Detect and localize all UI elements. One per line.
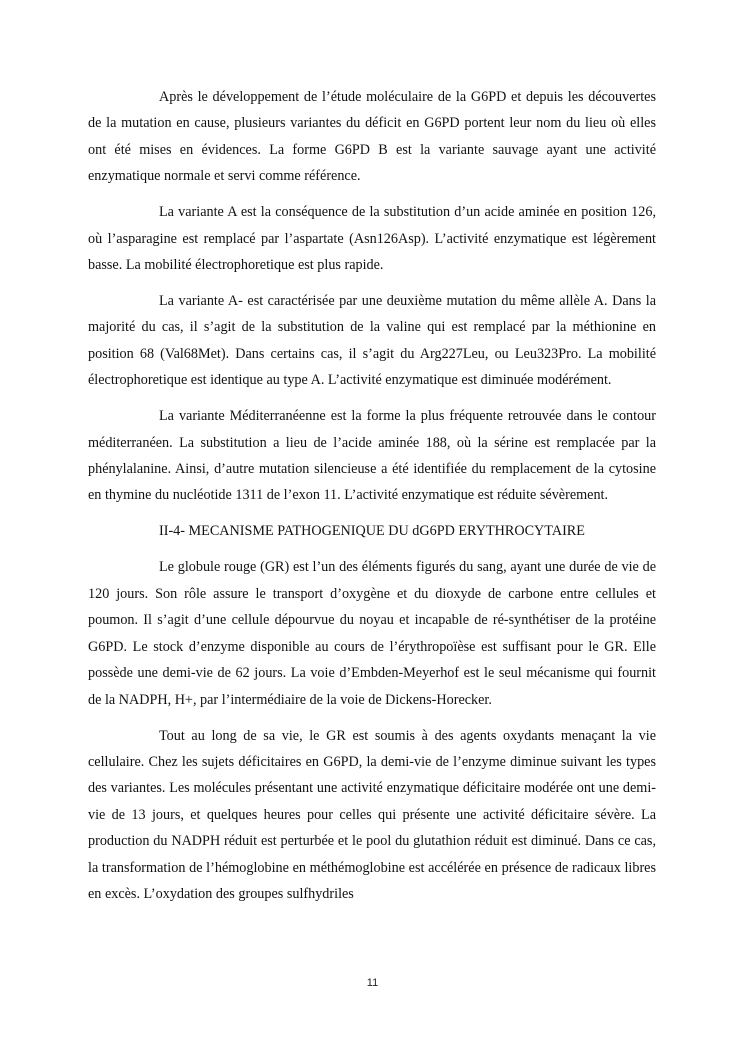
- paragraph-g6pd-variants-intro: Après le développement de l’étude moléculaire de la G6PD et depuis les découvertes de la mutation en cause, plusieurs variantes du déficit en G6PD portent leur nom du lieu où elles ont été mises en évidences. La forme G6PD B est la variante sauvage ayant une activité enzymatique normale et servi comme référence.: [88, 89, 656, 185]
- paragraph-red-blood-cell: Le globule rouge (GR) est l’un des éléments figurés du sang, ayant une durée de vie de 120 jours. Son rôle assure le transport d’oxygène et du dioxyde de carbone entre cellules et poumon. Il s’agit d’une cellule dépourvue du noyau et incapable de ré-synthétiser de la protéine G6PD. Le stock d’enzyme disponible au cours de l’érythropoïèse est suffisant pour le GR. Elle possède une demi-vie de 62 jours. La voie d’Embden-Meyerhof est le seul mécanisme qui fournit de la NADPH, H+, par l’intermédiaire de la voie de Dickens-Horecker.: [88, 559, 656, 708]
- paragraph-variant-a: La variante A est la conséquence de la substitution d’un acide aminée en position 126, où l’asparagine est remplacé par l’aspartate (Asn126Asp). L’activité enzymatique est légèrement basse. La mobilité électrophoretique est plus rapide.: [88, 204, 656, 274]
- paragraph-variant-mediterranean: La variante Méditerranéenne est la forme la plus fréquente retrouvée dans le contour méditerranéen. La substitution a lieu de l’acide aminée 188, où la sérine est remplacée par la phénylalanine. Ainsi, d’autre mutation silencieuse a été identifiée du remplacement de la cytosine en thymine du nucléotide 1311 de l’exon 11. L’activité enzymatique est réduite sévèrement.: [88, 408, 656, 504]
- document-body: [88, 84, 656, 917]
- page-number: 11: [366, 977, 379, 989]
- paragraph-variant-a-minus: La variante A- est caractérisée par une deuxième mutation du même allèle A. Dans la majorité du cas, il s’agit de la substitution de la valine qui est remplacé par la méthionine en position 68 (Val68Met). Dans certains cas, il s’agit du Arg227Leu, ou Leu323Pro. La mobilité électrophoretique est identique au type A. L’activité enzymatique est diminuée modérément.: [88, 293, 656, 389]
- section-heading: II-4- MECANISME PATHOGENIQUE DU dG6PD ERYTHROCYTAIRE: [159, 523, 585, 540]
- paragraph-oxidative-stress: Tout au long de sa vie, le GR est soumis à des agents oxydants menaçant la vie cellulaire. Chez les sujets déficitaires en G6PD, la demi-vie de l’enzyme diminue suivant les types des variantes. Les molécules présentant une activité enzymatique déficitaire modérée ont une demi-vie de 13 jours, et quelques heures pour celles qui présente une activité déficitaire sévère. La production du NADPH réduit est perturbée et le pool du glutathion réduit est diminué. Dans ce cas, la transformation de l’hémoglobine en méthémoglobine est accélérée en présence de radicaux libres en excès. L’oxydation des groupes sulfhydriles: [88, 727, 656, 902]
